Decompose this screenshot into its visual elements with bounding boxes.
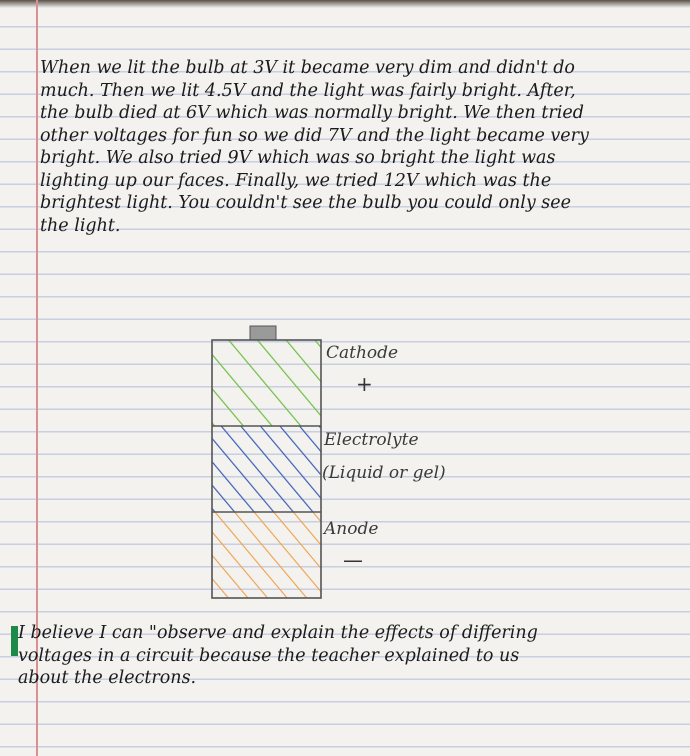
paragraph-line: lighting up our faces. Finally, we tried 12V which was the	[40, 170, 552, 191]
paragraph-line: the light.	[40, 215, 121, 236]
green-margin-mark	[11, 626, 18, 656]
cathode-section	[212, 340, 321, 426]
electrolyte-section	[212, 426, 321, 512]
battery-terminal	[250, 326, 276, 340]
conclusion-paragraph	[18, 622, 678, 690]
minus-sign: —	[343, 548, 363, 572]
anode-section	[212, 512, 321, 598]
conclusion-line: voltages in a circuit because the teacher explained to us	[18, 645, 520, 666]
conclusion-line: I believe I can "observe and explain the effects of differing	[18, 623, 538, 643]
paragraph-line: brightest light. You couldn't see the bulb you could only see	[40, 193, 571, 213]
electrolyte-sublabel: (Liquid or gel)	[322, 463, 446, 483]
conclusion-line: about the electrons.	[18, 668, 197, 688]
paragraph-line: bright. We also tried 9V which was so bright the light was	[40, 148, 556, 168]
cathode-label: Cathode	[326, 343, 399, 363]
paragraph-line: other voltages for fun so we did 7V and the light became very	[40, 125, 589, 146]
paragraph-line: much. Then we lit 4.5V and the light was fairly bright. After,	[40, 80, 576, 101]
anode-label: Anode	[324, 519, 379, 539]
electrolyte-label: Electrolyte	[324, 430, 419, 450]
paragraph-line: the bulb died at 6V which was normally bright. We then tried	[40, 103, 584, 123]
paragraph-line: When we lit the bulb at 3V it became very dim and didn't do	[40, 58, 575, 78]
plus-sign: +	[356, 372, 373, 396]
